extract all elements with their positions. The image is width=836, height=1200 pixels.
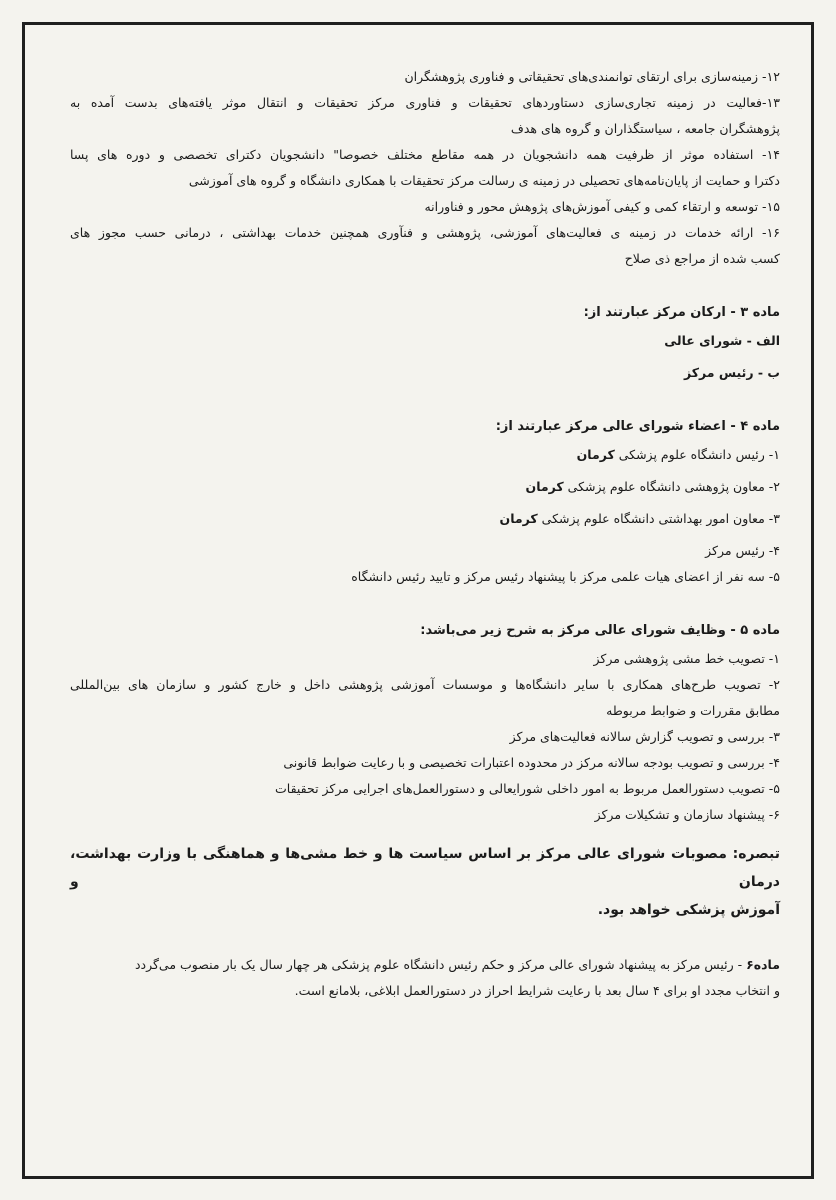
article-4-item-1 (70, 442, 780, 468)
item-16-line-1: ۱۶- ارائه خدمات در زمینه ی فعالیت‌های آموزشی، پژوهشی و فنآوری همچنین خدمات بهداشتی ، درمانی حسب مجوز های (70, 225, 780, 240)
article-3-title: ماده ۳ - ارکان مرکز عبارتند از: (583, 305, 780, 320)
article-5-item-2-line-2: مطابق مقررات و ضوابط مربوطه (606, 703, 780, 718)
item-13-line-1: ۱۳-فعالیت در زمینه تجاری‌سازی دستاوردهای تحقیقات و فناوری مرکز تحقیقات و انتقال موثر یافته‌های بدست آمده به (70, 95, 780, 110)
article-5-title: ماده ۵ - وظایف شورای عالی مرکز به شرح زیر می‌باشد: (420, 623, 780, 638)
article-4-title: ماده ۴ - اعضاء شورای عالی مرکز عبارتند از: (495, 419, 780, 434)
article-4-item-1-text: ۱- رئیس دانشگاه علوم پزشکی (618, 447, 780, 462)
kerman-label: کرمان (525, 479, 564, 494)
article-6-text-1: - رئیس مرکز به پیشنهاد شورای عالی مرکز و حکم رئیس دانشگاه علوم پزشکی هر چهار سال یک بار منصوب می‌گردد (134, 957, 747, 972)
item-13-line-2: پژوهشگران جامعه ، سیاستگذاران و گروه های هدف (510, 121, 780, 136)
article-3-item-b: ب - رئیس مرکز (683, 365, 780, 380)
document-body (70, 64, 780, 1004)
article-4-item-2-text: ۲- معاون پژوهشی دانشگاه علوم پزشکی (567, 479, 780, 494)
note-line-2: آموزش پزشکی خواهد بود. (597, 902, 780, 918)
note-line-1: تبصره: مصوبات شورای عالی مرکز بر اساس سیاست ها و خط مشی‌ها و هماهنگی با وزارت بهداشت، درمان و (70, 846, 780, 890)
article-5-item-6: ۶- پیشنهاد سازمان و تشکیلات مرکز (594, 807, 780, 822)
item-16-line-2: کسب شده از مراجع ذی صلاح (624, 251, 780, 266)
item-14-line-2: دکترا و حمایت از پایان‌نامه‌های تحصیلی در زمینه ی رسالت مرکز تحقیقات با همکاری دانشگاه و گروه های آموزشی (188, 173, 780, 188)
article-6-line-2: و انتخاب مجدد او برای ۴ سال بعد با رعایت شرایط احراز در دستورالعمل ابلاغی، بلامانع است. (294, 983, 780, 998)
article-4-item-3-text: ۳- معاون امور بهداشتی دانشگاه علوم پزشکی (541, 511, 780, 526)
article-6 (70, 952, 780, 1004)
article-5-item-5: ۵- تصویب دستورالعمل مربوط به امور داخلی شورایعالی و دستورالعمل‌های اجرایی مرکز تحقیقات (275, 781, 780, 796)
article-3-item-a: الف - شورای عالی (664, 333, 780, 348)
article-5-item-3: ۳- بررسی و تصویب گزارش سالانه فعالیت‌های مرکز (509, 729, 780, 744)
note-paragraph (70, 840, 780, 924)
article-5-item-2-line-1: ۲- تصویب طرح‌های همکاری با سایر دانشگاه‌ها و موسسات آموزشی پژوهشی داخل و خارج کشور و سازمان های بین‌المللی (70, 677, 780, 692)
article-6-label: ماده۶ (746, 957, 780, 972)
kerman-label: کرمان (499, 511, 538, 526)
article-6-line-1 (70, 952, 780, 978)
item-12: ۱۲- زمینه‌سازی برای ارتقای توانمندی‌های تحقیقاتی و فناوری پژوهشگران (404, 69, 780, 84)
article-4-item-2 (70, 474, 780, 500)
item-14-line-1: ۱۴- استفاده موثر از ظرفیت همه دانشجویان در همه مقاطع مختلف خصوصا" دانشجویان دکترای تخصصی و دوره های پسا (70, 147, 780, 162)
article-4-item-4: ۴- رئیس مرکز (705, 543, 780, 558)
item-15: ۱۵- توسعه و ارتقاء کمی و کیفی آموزش‌های پژوهش محور و فناورانه (424, 199, 780, 214)
article-5-item-4: ۴- بررسی و تصویب بودجه سالانه مرکز در محدوده اعتبارات تخصیصی و با رعایت ضوابط قانونی (283, 755, 780, 770)
kerman-label: کرمان (576, 447, 615, 462)
article-4-item-5: ۵- سه نفر از اعضای هیات علمی مرکز با پیشنهاد رئیس مرکز و تایید رئیس دانشگاه (351, 569, 780, 584)
article-4-item-3 (70, 506, 780, 532)
article-5-item-1: ۱- تصویب خط مشی پژوهشی مرکز (593, 651, 780, 666)
